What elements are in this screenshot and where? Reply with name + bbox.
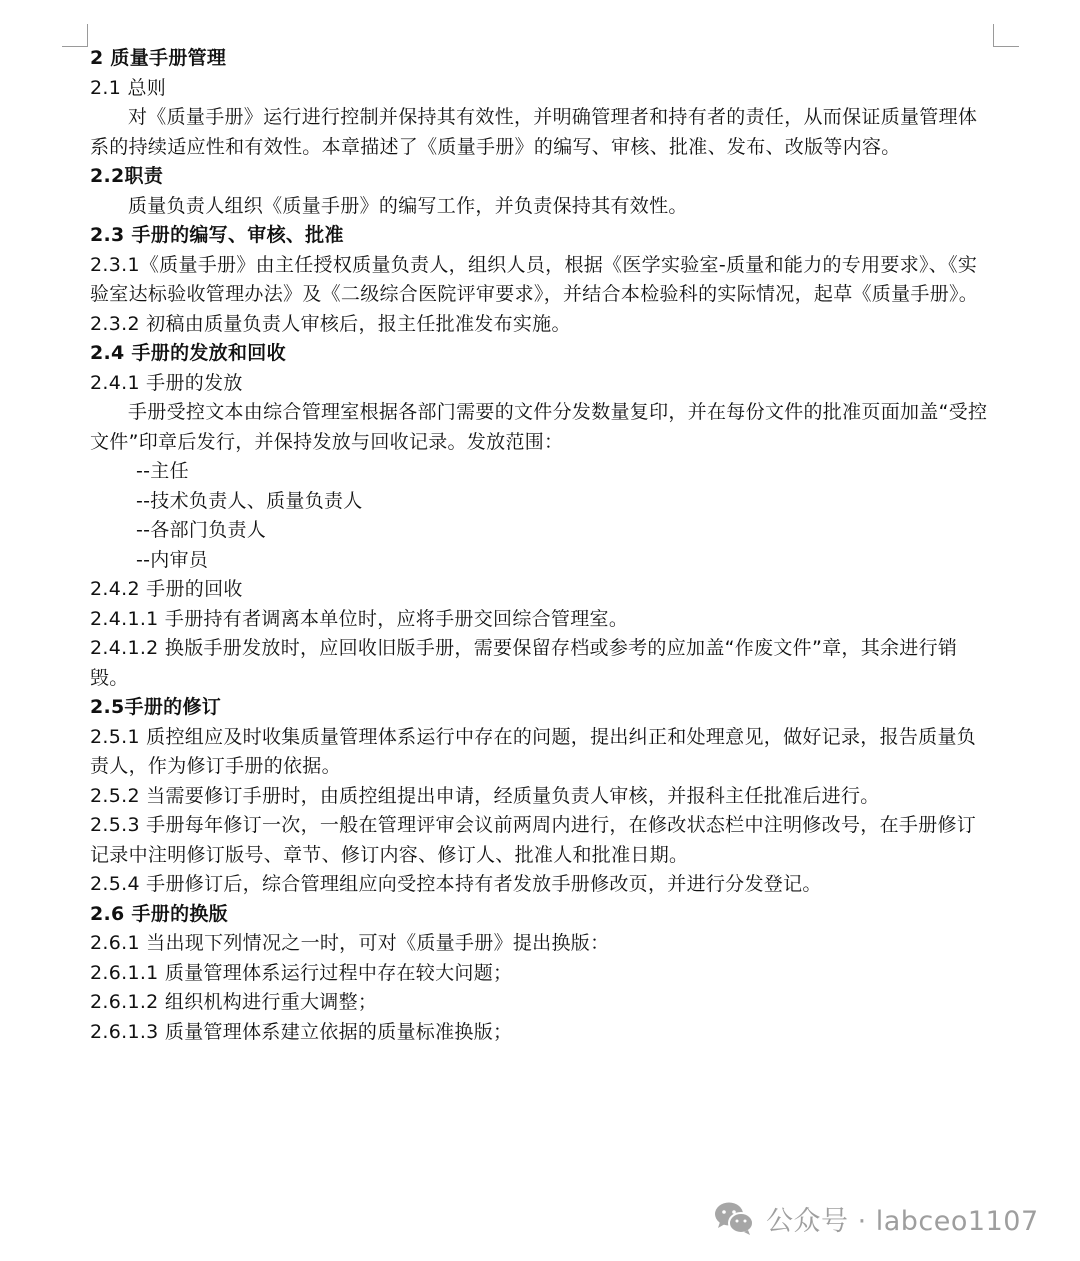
body-paragraph: 2.3.1《质量手册》由主任授权质量负责人，组织人员，根据《医学实验室-质量和能力的专用要求》、《实验室达标验收管理办法》及《二级综合医院评审要求》，并结合本检验科的实际情况，起草《质量手册》。	[90, 253, 979, 305]
page-corner-mark	[993, 46, 1019, 47]
subsection-line: 2.4.1 手册的发放	[90, 371, 243, 394]
section-heading: 2.6 手册的换版	[90, 902, 228, 925]
clause-line: 2.3.2 初稿由质量负责人审核后，报主任批准发布实施。	[90, 312, 571, 335]
clause-line: 2.6.1.2 组织机构进行重大调整；	[90, 991, 378, 1013]
clause-paragraph: 2.4.1.2 换版手册发放时，应回收旧版手册，需要保留存档或参考的应加盖“作废文件”章，其余进行销毁。	[90, 637, 958, 689]
body-paragraph: 对《质量手册》运行进行控制并保持其有效性，并明确管理者和持有者的责任，从而保证质量管理体系的持续适应性和有效性。本章描述了《质量手册》的编写、审核、批准、发布、改版等内容。	[90, 106, 978, 158]
clause-line: 2.4.1.1 手册持有者调离本单位时，应将手册交回综合管理室。	[90, 607, 629, 630]
list-item: --内审员	[136, 548, 209, 571]
clause-line: 2.5.2 当需要修订手册时，由质控组提出申请，经质量负责人审核，并报科主任批准后进行。	[90, 784, 880, 807]
watermark-text: 公众号 · labceo1107	[766, 1205, 1039, 1237]
section-heading: 2.2职责	[90, 165, 164, 187]
list-item: --主任	[136, 460, 189, 482]
section-heading: 2.3 手册的编写、审核、批准	[90, 224, 344, 246]
section-heading: 2.5手册的修订	[90, 696, 222, 718]
wechat-icon	[712, 1198, 756, 1238]
watermark	[712, 1198, 1039, 1238]
document-page	[90, 44, 995, 1047]
body-paragraph: 质量负责人组织《质量手册》的编写工作，并负责保持其有效性。	[128, 194, 688, 217]
clause-line: 2.6.1.1 质量管理体系运行过程中存在较大问题；	[90, 961, 513, 984]
subsection-line: 2.1 总则	[90, 76, 167, 99]
subsection-line: 2.4.2 手册的回收	[90, 578, 243, 600]
clause-line: 2.6.1.3 质量管理体系建立依据的质量标准换版；	[90, 1020, 513, 1043]
page-corner-mark	[62, 46, 88, 47]
clause-line: 2.5.4 手册修订后，综合管理组应向受控本持有者发放手册修改页，并进行分发登记。	[90, 873, 822, 895]
section-heading: 2.4 手册的发放和回收	[90, 342, 286, 364]
body-paragraph: 手册受控文本由综合管理室根据各部门需要的文件分发数量复印，并在每份文件的批准页面加盖“受控文件”印章后发行，并保持发放与回收记录。发放范围：	[90, 401, 988, 453]
list-item: --技术负责人、质量负责人	[136, 489, 363, 512]
page-corner-mark	[87, 24, 88, 47]
clause-paragraph: 2.5.1 质控组应及时收集质量管理体系运行中存在的问题，提出纠正和处理意见，做好记录，报告质量负责人，作为修订手册的依据。	[90, 725, 977, 777]
clause-line: 2.6.1 当出现下列情况之一时，可对《质量手册》提出换版：	[90, 932, 610, 954]
list-item: --各部门负责人	[136, 519, 267, 541]
section-heading: 2 质量手册管理	[90, 47, 227, 69]
clause-paragraph: 2.5.3 手册每年修订一次，一般在管理评审会议前两周内进行，在修改状态栏中注明修改号，在手册修订记录中注明修订版号、章节、修订内容、修订人、批准人和批准日期。	[90, 814, 977, 866]
